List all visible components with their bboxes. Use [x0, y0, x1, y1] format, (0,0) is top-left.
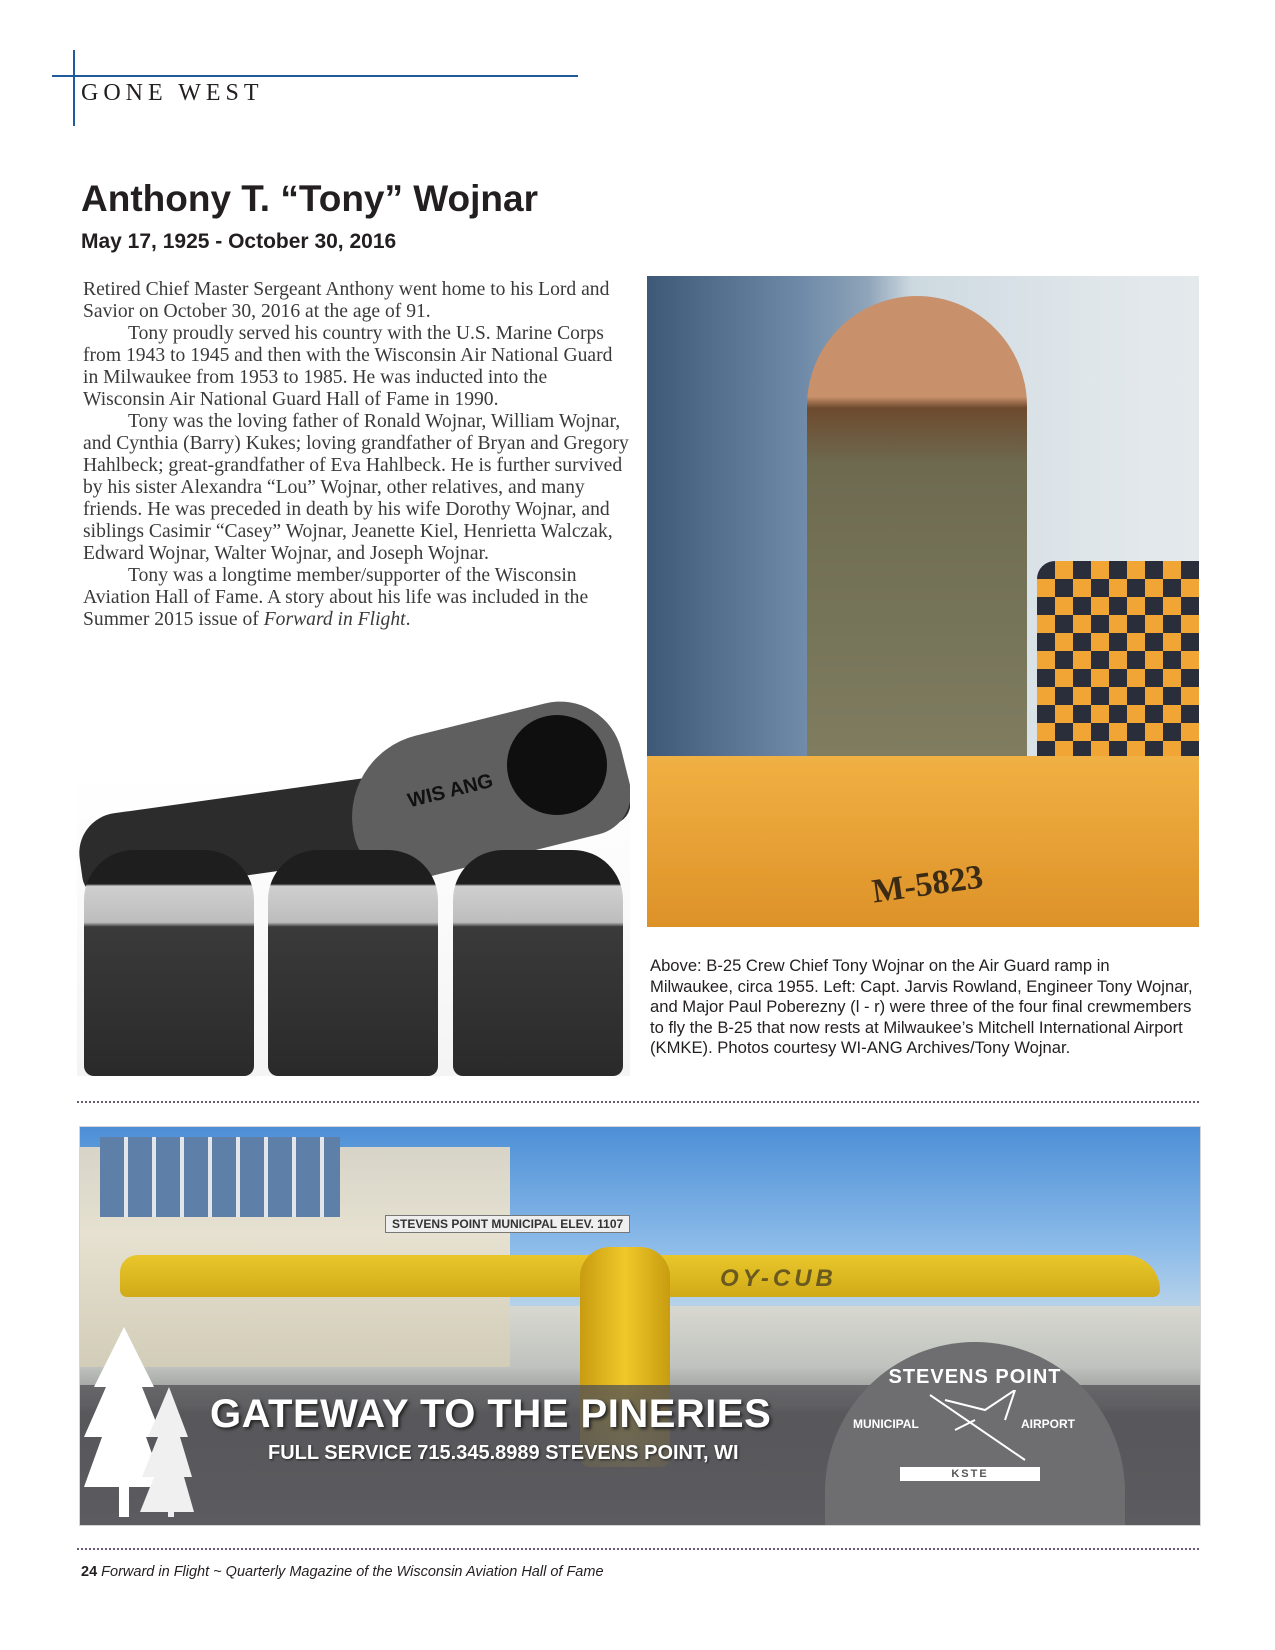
b25-nose — [507, 715, 607, 815]
paragraph-4: Tony was a longtime member/supporter of the Wisconsin Aviation Hall of Fame. A story about his life was included in the Summer 2015 issue of Forward in Flight. — [83, 565, 589, 630]
airport-advertisement — [79, 1126, 1201, 1526]
aircraft-registration: OY-CUB — [720, 1265, 837, 1292]
crew-members — [77, 850, 630, 1076]
b25-marking: WIS ANG — [405, 769, 496, 813]
badge-right-text: AIRPORT — [1021, 1417, 1075, 1431]
article-body — [83, 279, 631, 631]
pine-trees-icon — [84, 1327, 194, 1517]
photo-caption: Above: B-25 Crew Chief Tony Wojnar on the Air Guard ramp in Milwaukee, circa 1955. Left: Capt. Jarvis Rowland, Engineer Tony Wojnar, and Major Paul Poberezny (l - r) were three of the four final crewmembers to fly the B-25 that now rests at Milwaukee’s Mitchell International Airport (KMKE). Photos courtesy WI-ANG Archives/Tony Wojnar. — [650, 956, 1193, 1057]
jet-icon — [925, 1390, 1035, 1470]
control-tower-windows — [100, 1137, 340, 1217]
badge-left-text: MUNICIPAL — [853, 1417, 919, 1431]
photo-crew-chief — [647, 276, 1199, 927]
header-vertical-rule — [73, 50, 75, 126]
paragraph-3: Tony was the loving father of Ronald Wojnar, William Wojnar, and Cynthia (Barry) Kukes; loving grandfather of Bryan and Gregory Hahlbeck; great-grandfather of Eva Hahlbeck. He is further survived by his sister Alexandra “Lou” Wojnar, other relatives, and many friends. He was preceded in death by his wife Dorothy Wojnar, and siblings Casimir “Casey” Wojnar, Jeanette Kiel, Henrietta Walczak, Edward Wojnar, Walter Wojnar, and Joseph Wojnar. — [83, 411, 629, 564]
obituary-title: Anthony T. “Tony” Wojnar — [81, 178, 538, 219]
crew-member — [84, 850, 254, 1076]
page-number: 24 — [81, 1564, 98, 1580]
dotted-divider — [77, 1548, 1199, 1550]
checkered-truck — [1037, 561, 1199, 761]
crew-member — [453, 850, 623, 1076]
section-label: GONE WEST — [81, 80, 264, 106]
header-rule — [52, 75, 578, 77]
crew-member — [268, 850, 438, 1076]
photo-b25-crew — [77, 700, 630, 1076]
ad-contact-line: FULL SERVICE 715.345.8989 STEVENS POINT, WI — [268, 1442, 739, 1464]
airport-logo-badge — [825, 1342, 1125, 1525]
airport-sign: STEVENS POINT MUNICIPAL ELEV. 1107 — [385, 1215, 630, 1233]
ad-headline: GATEWAY TO THE PINERIES — [210, 1392, 772, 1436]
dotted-divider — [77, 1101, 1199, 1103]
tank-stencil: M-5823 — [869, 858, 986, 911]
obituary-dates: May 17, 1925 - October 30, 2016 — [81, 230, 397, 253]
paragraph-2: Tony proudly served his country with the U.S. Marine Corps from 1943 to 1945 and then with the Wisconsin Air National Guard in Milwaukee from 1953 to 1985. He was inducted into the Wisconsin Air National Guard Hall of Fame in 1990. — [83, 323, 613, 410]
page-footer — [81, 1564, 604, 1580]
badge-title: STEVENS POINT — [888, 1366, 1062, 1388]
magazine-name: Forward in Flight ~ Quarterly Magazine of the Wisconsin Aviation Hall of Fame — [101, 1564, 604, 1580]
magazine-title: Forward in Flight — [263, 609, 406, 630]
paragraph-1: Retired Chief Master Sergeant Anthony went home to his Lord and Savior on October 30, 2016 at the age of 91. — [83, 279, 610, 322]
airport-code: KSTE — [900, 1467, 1040, 1481]
